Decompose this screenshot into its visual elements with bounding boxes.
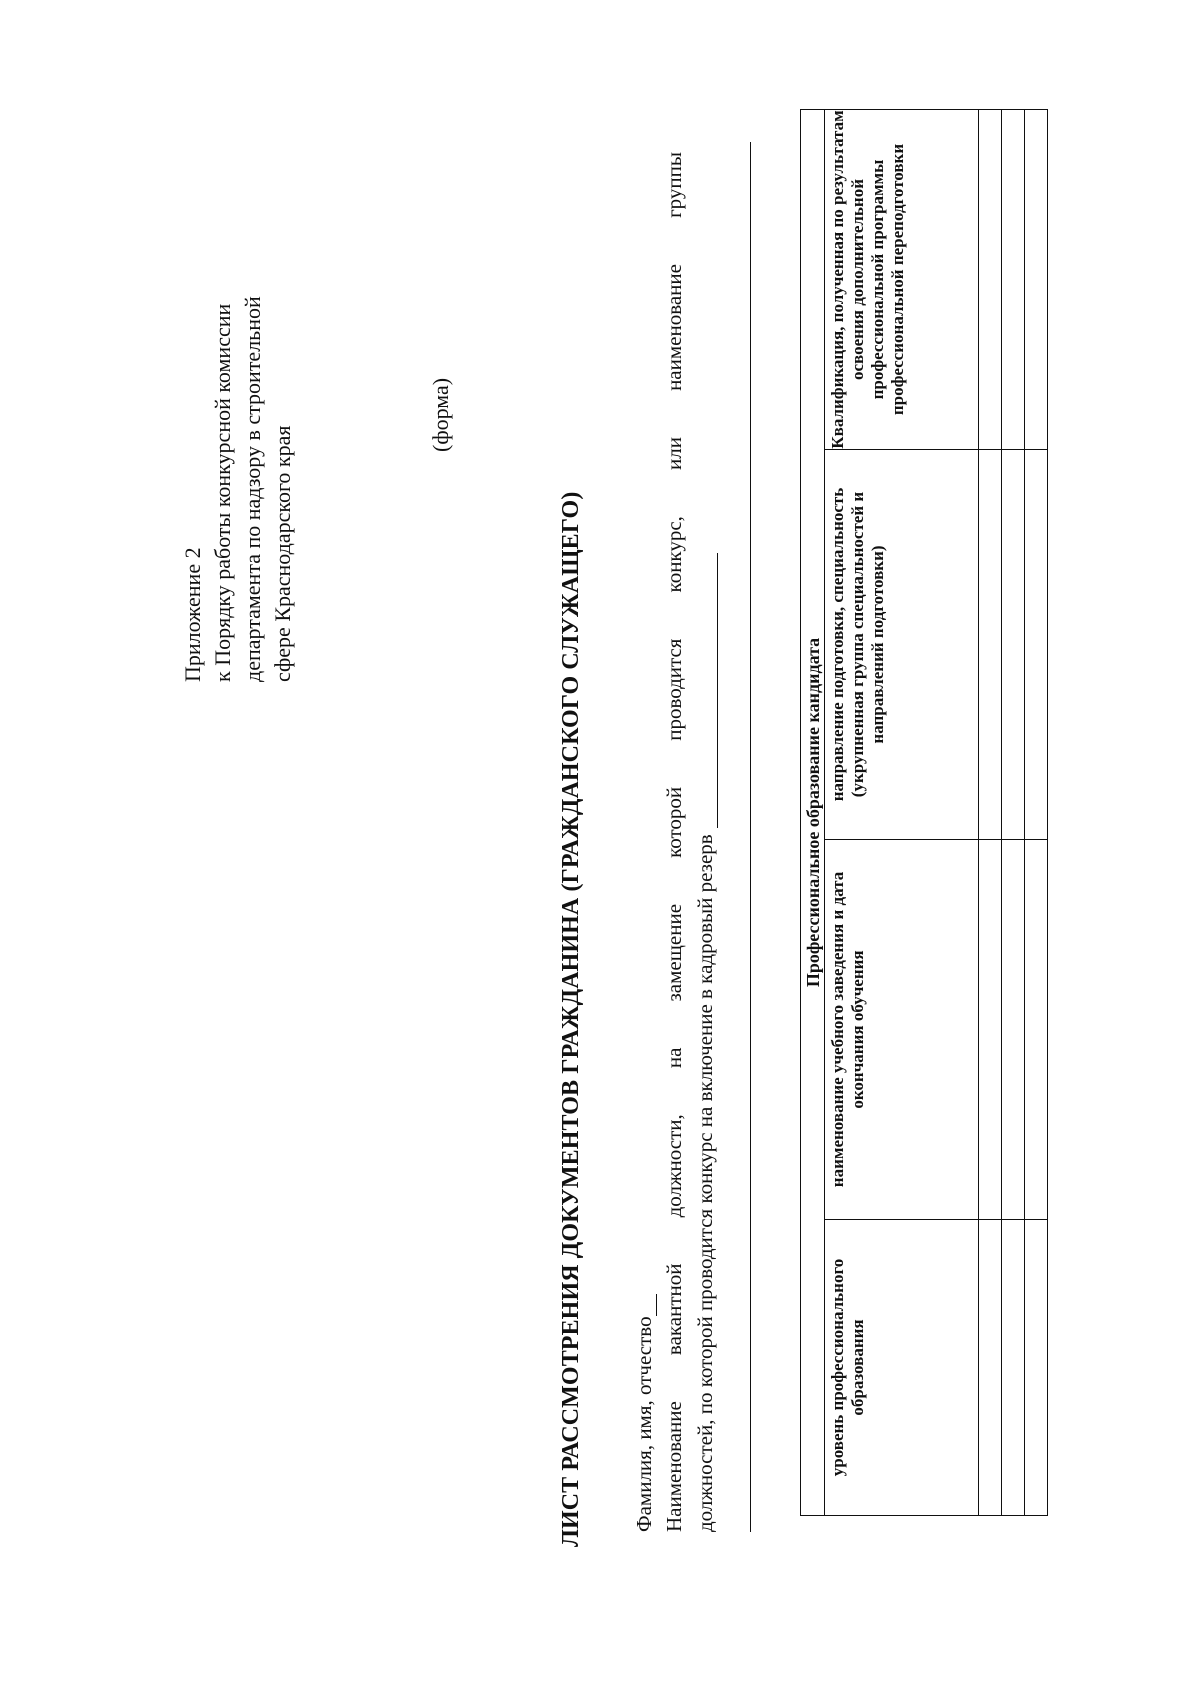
table-cell[interactable] [1025,840,1048,1220]
table-cell[interactable] [1002,840,1025,1220]
fill-in-line [750,142,751,1532]
table-row [979,109,1002,1515]
groups-label: должностей, по которой проводится конкурс на включение в кадровый резерв [693,834,717,1532]
table-group-header: Профессиональное образование кандидата [801,109,825,1515]
appendix-line-4: сфере Краснодарского края [270,425,295,682]
vacancy-line: Наименование вакантной должности, на замещение которой проводится конкурс, или наименование группы [662,152,686,1532]
fio-field [632,1294,657,1532]
table-group-header-row [801,109,825,1515]
groups-blank-line [699,553,718,828]
table-cell[interactable] [1002,1220,1025,1516]
appendix-note [178,82,298,682]
table-cell[interactable] [979,1220,1002,1516]
appendix-line-1: Приложение 2 [180,547,205,682]
column-header-level: уровень профессионального образования [825,1220,979,1516]
table-cell[interactable] [1025,109,1048,449]
fio-label: Фамилия, имя, отчество [632,1316,656,1532]
form-label: (форма) [428,377,453,452]
education-table [800,109,1048,1516]
table-row [1002,109,1025,1515]
appendix-line-2: к Порядку работы конкурсной комиссии [210,303,235,682]
groups-field [693,553,718,1532]
table-cell[interactable] [1002,109,1025,449]
table-row [1025,109,1048,1515]
table-cell[interactable] [1002,450,1025,840]
column-header-institution: наименование учебного заведения и дата окончания обучения [825,840,979,1220]
appendix-line-3: департамента по надзору в строительной [240,296,265,682]
table-column-header-row [825,109,979,1515]
fio-blank-line [636,1294,657,1316]
column-header-qualification: Квалификация, полученная по результатам освоения дополнительной профессиональной программы профессиональной переподготовки [825,109,979,449]
table-cell[interactable] [1025,450,1048,840]
table-cell[interactable] [1025,1220,1048,1516]
document-title: ЛИСТ РАССМОТРЕНИЯ ДОКУМЕНТОВ ГРАЖДАНИНА (ГРАЖДАНСКОГО СЛУЖАЩЕГО) [558,491,584,1547]
table-cell[interactable] [979,840,1002,1220]
table-cell[interactable] [979,450,1002,840]
table-cell[interactable] [979,109,1002,449]
column-header-specialty: направление подготовки, специальность (укрупненная группа специальностей и направлений подготовки) [825,450,979,840]
